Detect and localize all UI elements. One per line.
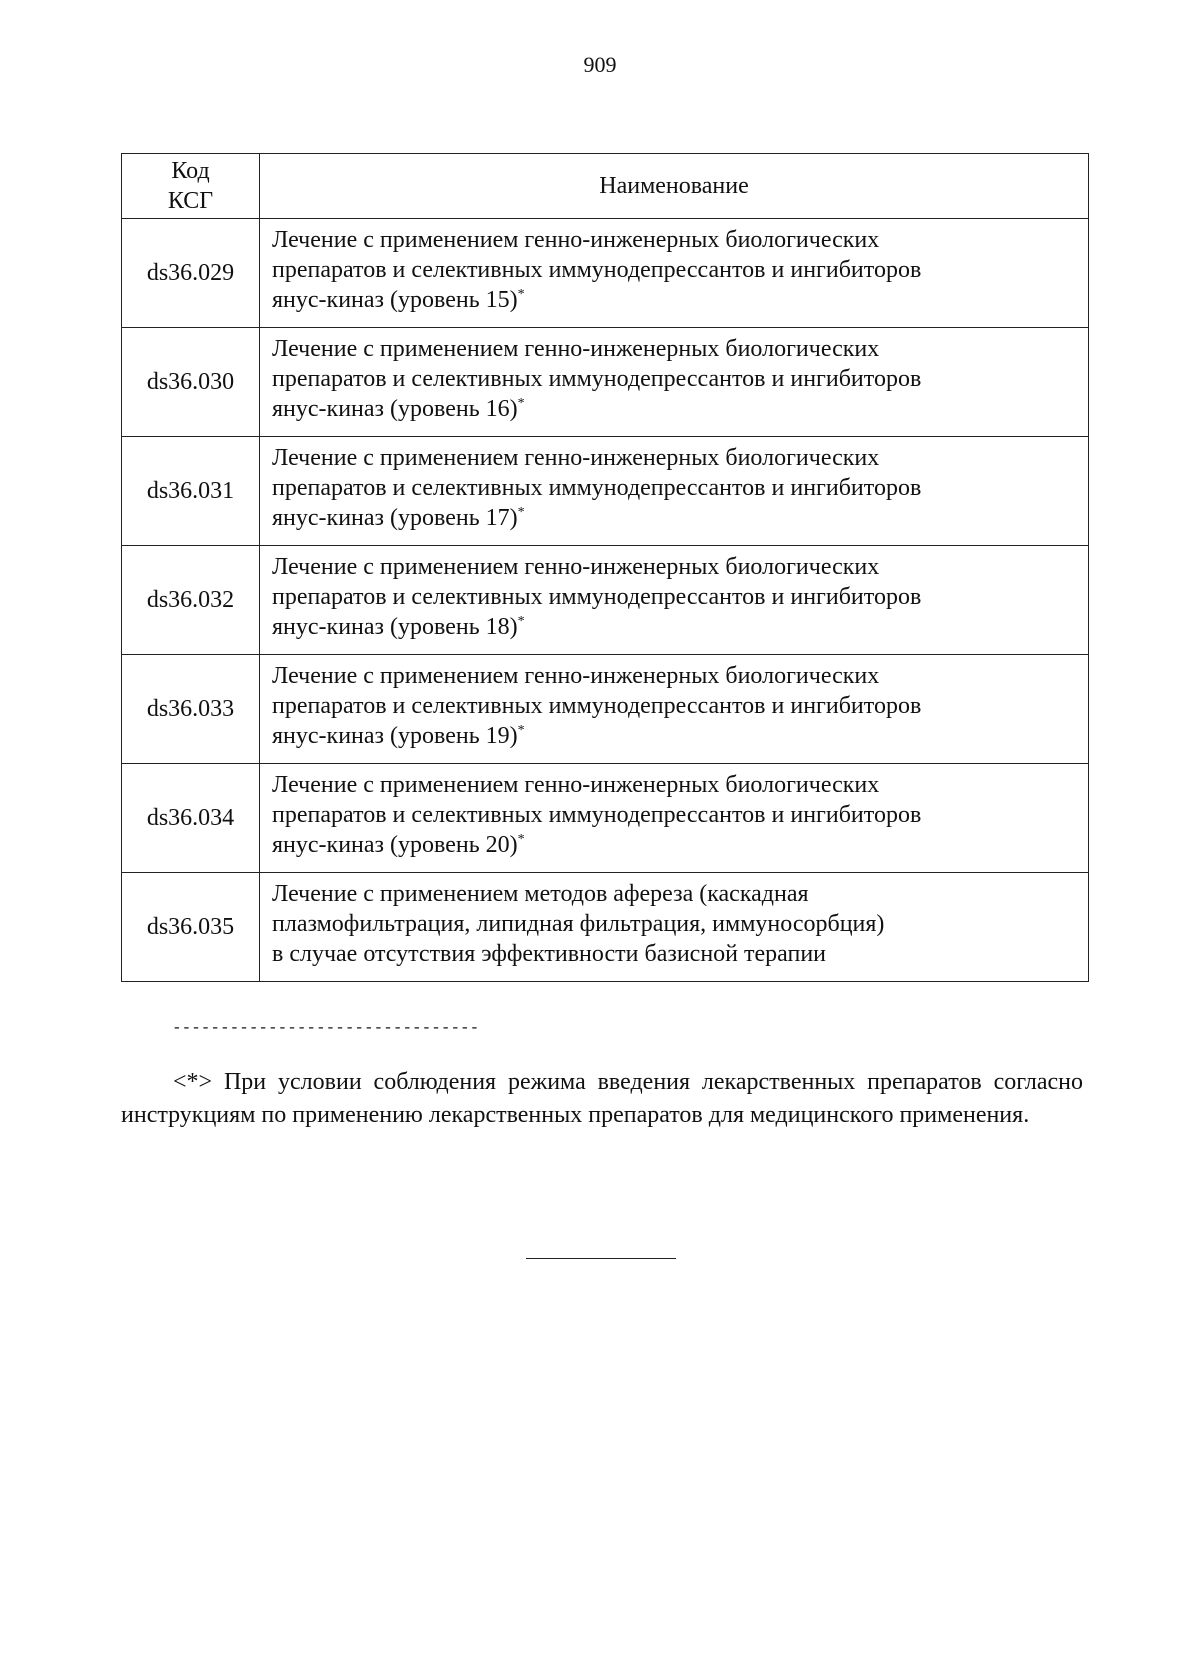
header-name: Наименование — [260, 154, 1089, 219]
ksg-code-cell: ds36.030 — [122, 328, 260, 437]
header-code-line2: КСГ — [167, 188, 214, 214]
name-line: препаратов и селективных иммунодепрессантов и ингибиторов — [272, 584, 922, 610]
end-divider — [526, 1258, 676, 1259]
name-line: в случае отсутствия эффективности базисной терапии — [272, 941, 827, 967]
ksg-name-cell — [260, 437, 1089, 546]
ksg-name-cell — [260, 546, 1089, 655]
footnote-marker: * — [517, 505, 525, 520]
table-row — [122, 328, 1089, 437]
table-row — [122, 764, 1089, 873]
ksg-code-cell: ds36.029 — [122, 219, 260, 328]
name-line: янус-киназ (уровень 20) — [272, 832, 518, 858]
footnote-marker: * — [517, 287, 525, 302]
ksg-code-cell: ds36.033 — [122, 655, 260, 764]
name-line: препаратов и селективных иммунодепрессантов и ингибиторов — [272, 475, 922, 501]
ksg-code-cell: ds36.035 — [122, 873, 260, 982]
ksg-code-cell: ds36.034 — [122, 764, 260, 873]
name-line: препаратов и селективных иммунодепрессантов и ингибиторов — [272, 257, 922, 283]
ksg-name-cell — [260, 764, 1089, 873]
name-line: плазмофильтрация, липидная фильтрация, иммуносорбция) — [272, 911, 885, 937]
name-line: янус-киназ (уровень 19) — [272, 723, 518, 749]
name-line: Лечение с применением генно-инженерных биологических — [272, 336, 880, 362]
name-line: янус-киназ (уровень 18) — [272, 614, 518, 640]
ksg-name-cell — [260, 219, 1089, 328]
name-line: Лечение с применением генно-инженерных биологических — [272, 445, 880, 471]
name-line: препаратов и селективных иммунодепрессантов и ингибиторов — [272, 366, 922, 392]
name-line: янус-киназ (уровень 17) — [272, 505, 518, 531]
footnote-marker: * — [517, 614, 525, 629]
name-line: Лечение с применением генно-инженерных биологических — [272, 663, 880, 689]
ksg-code-cell: ds36.031 — [122, 437, 260, 546]
name-line: Лечение с применением генно-инженерных биологических — [272, 554, 880, 580]
name-line: препаратов и селективных иммунодепрессантов и ингибиторов — [272, 802, 922, 828]
footnote-marker: * — [517, 832, 525, 847]
name-line: Лечение с применением генно-инженерных биологических — [272, 772, 880, 798]
table-row — [122, 873, 1089, 982]
table-row — [122, 437, 1089, 546]
ksg-code-cell: ds36.032 — [122, 546, 260, 655]
name-line: Лечение с применением методов афереза (каскадная — [272, 881, 809, 907]
table-header-row — [122, 154, 1089, 219]
name-line: янус-киназ (уровень 16) — [272, 396, 518, 422]
header-code-line1: Код — [171, 158, 210, 184]
ksg-table — [121, 153, 1089, 982]
footnote-marker: * — [517, 723, 525, 738]
page-number: 909 — [583, 52, 617, 77]
table-row — [122, 546, 1089, 655]
ksg-name-cell — [260, 655, 1089, 764]
footnote-marker: * — [517, 396, 525, 411]
name-line: препаратов и селективных иммунодепрессантов и ингибиторов — [272, 693, 922, 719]
name-line: янус-киназ (уровень 15) — [272, 287, 518, 313]
table-row — [122, 655, 1089, 764]
footnote-separator: -------------------------------- — [172, 1019, 480, 1037]
footnote-text: <*> При условии соблюдения режима введения лекарственных препаратов согласно инструкциям по применению лекарственных препаратов для медицинского применения. — [121, 1069, 1083, 1128]
header-code — [122, 154, 260, 219]
table-row — [122, 219, 1089, 328]
ksg-name-cell — [260, 873, 1089, 982]
name-line: Лечение с применением генно-инженерных биологических — [272, 227, 880, 253]
ksg-name-cell — [260, 328, 1089, 437]
